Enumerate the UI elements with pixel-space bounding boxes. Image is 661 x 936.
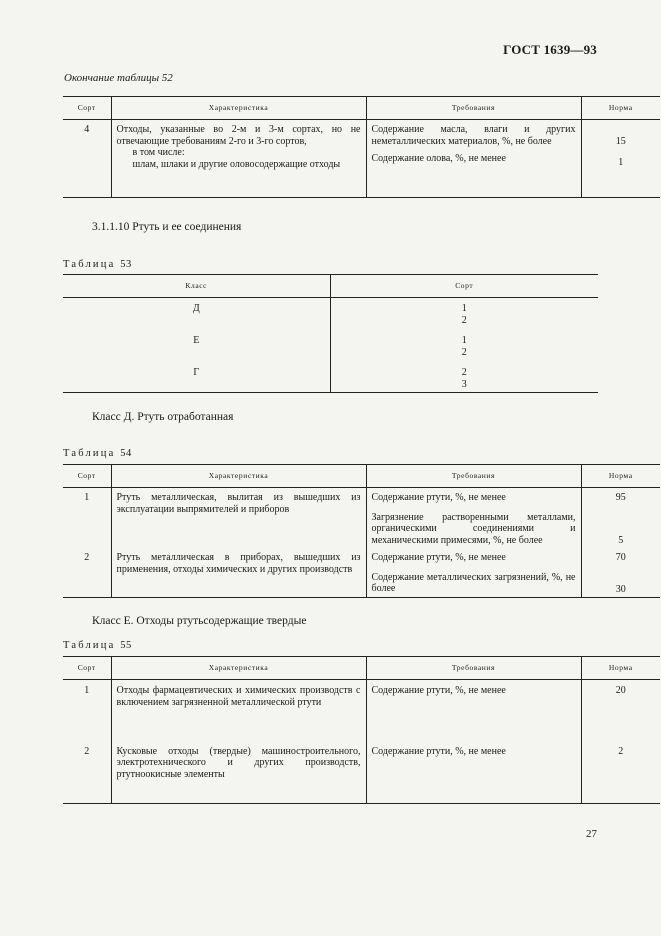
- col-header-norm: Норма: [581, 657, 660, 680]
- table-row: [63, 326, 598, 358]
- characteristic-text: Отходы, указанные во 2-м и 3-м сортах, но не отвечающие требованиям 2-го и 3-го сортов,: [116, 124, 361, 147]
- cell-norm: 20: [581, 680, 660, 746]
- cell-norm: [581, 546, 660, 597]
- requirement-text: Содержание металлических загрязнений, %, не более: [371, 571, 576, 594]
- cell-sort: 1: [63, 680, 111, 746]
- norm-value: 70: [615, 552, 626, 563]
- col-header-characteristic: Характеристика: [111, 657, 366, 680]
- sort-value: 2: [461, 314, 467, 326]
- col-header-sort: Сорт: [63, 465, 111, 488]
- cell-sort: [330, 326, 598, 358]
- class-e-heading: Класс Е. Отходы ртутьсодержащие твердые: [92, 615, 307, 627]
- cell-class: Е: [63, 326, 330, 358]
- table-number: 54: [120, 448, 132, 459]
- table53-header-row: [63, 275, 598, 298]
- characteristic-subheading: в том числе:: [132, 147, 185, 158]
- cell-characteristic: Кусковые отходы (твердые) машиностроительного, электротехнического и других производств, ртутноокисные элементы: [111, 746, 366, 804]
- norm-value: 95: [615, 492, 626, 503]
- col-header-sort: Сорт: [330, 275, 598, 298]
- col-header-class: Класс: [63, 275, 330, 298]
- table52-caption: Окончание таблицы 52: [64, 72, 173, 84]
- sort-value: 1: [461, 303, 467, 314]
- class-d-heading: Класс Д. Ртуть отработанная: [92, 411, 234, 423]
- table53-label: [63, 259, 132, 270]
- sort-value: 2: [461, 367, 467, 378]
- section-heading-mercury: 3.1.1.10 Ртуть и ее соединения: [92, 221, 242, 233]
- table55: [63, 656, 660, 804]
- cell-sort: 1: [63, 488, 111, 547]
- sort-value: 2: [461, 346, 467, 358]
- cell-requirements: Содержание ртути, %, не менее: [366, 680, 581, 746]
- norm-value: 15: [615, 136, 626, 147]
- col-header-sort: Сорт: [63, 97, 111, 120]
- norm-value: 30: [615, 583, 626, 595]
- cell-sort: [330, 298, 598, 327]
- col-header-requirements: Требования: [366, 465, 581, 488]
- cell-sort: 4: [63, 120, 111, 198]
- table52-header-row: [63, 97, 660, 120]
- table55-header-row: [63, 657, 660, 680]
- col-header-requirements: Требования: [366, 97, 581, 120]
- col-header-requirements: Требования: [366, 657, 581, 680]
- table54: [63, 464, 660, 598]
- cell-characteristic: Ртуть металлическая в приборах, вышедших из применения, отходы химических и других производств: [111, 546, 366, 597]
- table-row: [63, 680, 660, 746]
- requirement-text: Содержание ртути, %, не менее: [371, 552, 506, 563]
- cell-sort: 2: [63, 746, 111, 804]
- table54-label: [63, 448, 132, 459]
- cell-characteristic: [111, 120, 366, 198]
- table54-header-row: [63, 465, 660, 488]
- characteristic-subitem: шлам, шлаки и другие оловосодержащие отходы: [132, 158, 341, 170]
- cell-requirements: Содержание ртути, %, не менее: [366, 746, 581, 804]
- cell-requirements: [366, 546, 581, 597]
- col-header-characteristic: Характеристика: [111, 97, 366, 120]
- col-header-sort: Сорт: [63, 657, 111, 680]
- table-row: [63, 488, 660, 547]
- cell-norm: [581, 120, 660, 198]
- col-header-characteristic: Характеристика: [111, 465, 366, 488]
- table55-label: [63, 640, 132, 651]
- table-label-word: Таблица: [63, 448, 116, 459]
- table-label-word: Таблица: [63, 640, 116, 651]
- norm-value: 1: [618, 156, 624, 168]
- sort-value: 3: [461, 378, 467, 390]
- table-label-word: Таблица: [63, 259, 116, 270]
- cell-characteristic: Ртуть металлическая, вылитая из вышедших из эксплуатации выпрямителей и приборов: [111, 488, 366, 547]
- cell-norm: 2: [581, 746, 660, 804]
- sort-value: 1: [461, 335, 467, 346]
- table-row: [63, 546, 660, 597]
- col-header-norm: Норма: [581, 97, 660, 120]
- cell-sort: [330, 358, 598, 393]
- table-number: 55: [120, 640, 132, 651]
- cell-sort: 2: [63, 546, 111, 597]
- table-row: [63, 120, 660, 198]
- table-row: [63, 358, 598, 393]
- table-number: 53: [120, 259, 132, 270]
- table-row: [63, 746, 660, 804]
- cell-norm: [581, 488, 660, 547]
- cell-class: Д: [63, 298, 330, 327]
- col-header-norm: Норма: [581, 465, 660, 488]
- table52: [63, 96, 660, 198]
- norm-value: 5: [618, 534, 624, 546]
- cell-characteristic: Отходы фармацевтических и химических производств с включением загрязненной металлической ртути: [111, 680, 366, 746]
- requirement-text: Содержание ртути, %, не менее: [371, 492, 506, 503]
- cell-class: Г: [63, 358, 330, 393]
- table53: [63, 274, 598, 393]
- table-row: [63, 298, 598, 327]
- document-title: ГОСТ 1639—93: [503, 42, 597, 57]
- page-number: 27: [586, 828, 597, 840]
- requirement-text: Содержание масла, влаги и других неметаллических материалов, %, не более: [371, 124, 576, 147]
- requirement-text: Загрязнение растворенными металлами, органическими соединениями и механическими примесями, %, не более: [371, 511, 576, 546]
- cell-requirements: [366, 488, 581, 547]
- requirement-text: Содержание олова, %, не менее: [371, 153, 506, 164]
- cell-requirements: [366, 120, 581, 198]
